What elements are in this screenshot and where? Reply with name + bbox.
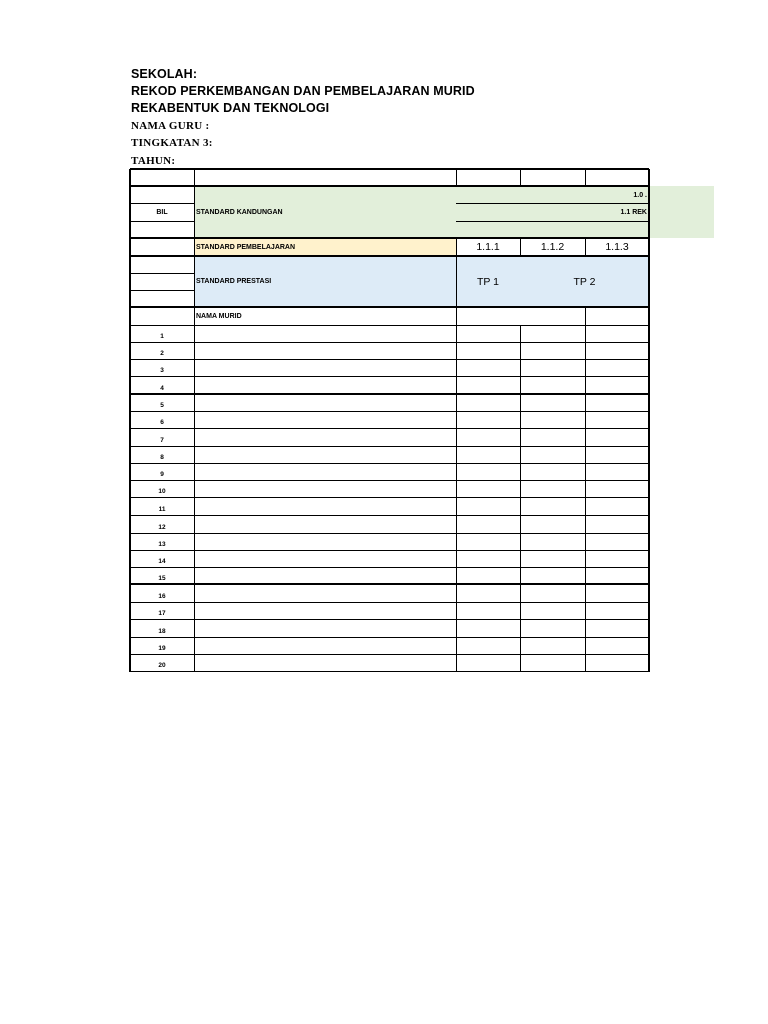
row-number: 8 [160, 454, 164, 461]
grid-line [130, 619, 649, 620]
performance-standard-label: STANDARD PRESTASI [196, 278, 272, 285]
grid-line [129, 169, 131, 672]
content-standard-code: 1.0 . [633, 191, 647, 199]
grid-line [130, 533, 649, 534]
level-label: TINGKATAN 3: [131, 137, 213, 149]
subject-title: REKABENTUK DAN TEKNOLOGI [131, 101, 330, 115]
grid-line [520, 325, 521, 672]
grid-line [585, 238, 586, 256]
record-title: REKOD PERKEMBANGAN DAN PEMBELAJARAN MURID [131, 84, 475, 98]
learning-standard-2: 1.1.2 [540, 241, 565, 253]
grid-line [130, 290, 194, 291]
grid-line [585, 308, 586, 672]
row-number: 20 [158, 662, 166, 669]
row-number: 15 [158, 575, 166, 582]
grid-line [130, 671, 649, 672]
year-label: TAHUN: [131, 155, 176, 167]
grid-line [130, 550, 649, 551]
grid-line [130, 497, 649, 498]
row-number: 18 [158, 627, 166, 635]
bil-label: BIL [156, 208, 168, 216]
row-number: 16 [158, 592, 166, 600]
grid-line [456, 169, 457, 186]
grid-line [520, 238, 521, 256]
grid-line [130, 515, 649, 516]
grid-line [130, 446, 649, 447]
school-label: SEKOLAH: [131, 67, 198, 81]
grid-line [130, 203, 194, 204]
grid-line [648, 169, 650, 672]
grid-line [130, 342, 649, 343]
grid-line [520, 169, 521, 186]
grid-line [130, 583, 649, 585]
grid-line [130, 359, 649, 360]
learning-standard-label: STANDARD PEMBELAJARAN [196, 243, 296, 251]
grid-line [130, 393, 649, 395]
grid-line [130, 306, 649, 308]
learning-standard-1: 1.1.1 [476, 241, 500, 253]
row-number: 14 [158, 558, 166, 565]
grid-line [130, 480, 649, 481]
row-number: 6 [160, 419, 164, 426]
row-number: 2 [160, 350, 164, 357]
row-number: 7 [160, 436, 164, 444]
grid-line [130, 237, 649, 239]
row-number: 1 [160, 333, 164, 340]
grid-line [130, 168, 649, 170]
grid-line [130, 221, 194, 222]
content-standard-label: STANDARD KANDUNGAN [196, 208, 283, 216]
performance-level-1: TP 1 [477, 275, 499, 288]
content-standard-sub: 1.1 REK [620, 208, 647, 216]
performance-level-2: TP 2 [573, 275, 596, 288]
grid-line [194, 169, 195, 672]
grid-line [130, 255, 649, 257]
grid-line [130, 185, 649, 187]
grid-line [130, 273, 194, 274]
learning-standard-3: 1.1.3 [605, 241, 629, 253]
grid-line [456, 238, 457, 672]
row-number: 10 [158, 488, 166, 495]
grid-line [456, 221, 649, 222]
grid-line [130, 654, 649, 655]
grid-line [130, 411, 649, 412]
grid-line [130, 325, 649, 326]
teacher-label: NAMA GURU : [131, 120, 210, 132]
grid-line [130, 376, 649, 377]
grid-line [130, 602, 649, 603]
row-number: 3 [160, 367, 164, 374]
grid-line [456, 203, 649, 204]
grid-line [130, 428, 649, 429]
grid-line [585, 169, 586, 186]
row-number: 19 [158, 645, 166, 652]
grid-line [130, 637, 649, 638]
row-number: 11 [158, 505, 166, 513]
grid-line [130, 567, 649, 568]
row-number: 4 [160, 384, 164, 392]
row-number: 5 [160, 402, 164, 409]
row-number: 9 [160, 471, 164, 478]
row-number: 12 [158, 523, 166, 531]
row-number: 17 [158, 610, 166, 617]
student-name-label: NAMA MURID [196, 313, 242, 320]
row-number: 13 [158, 541, 166, 548]
grid-line [130, 463, 649, 464]
